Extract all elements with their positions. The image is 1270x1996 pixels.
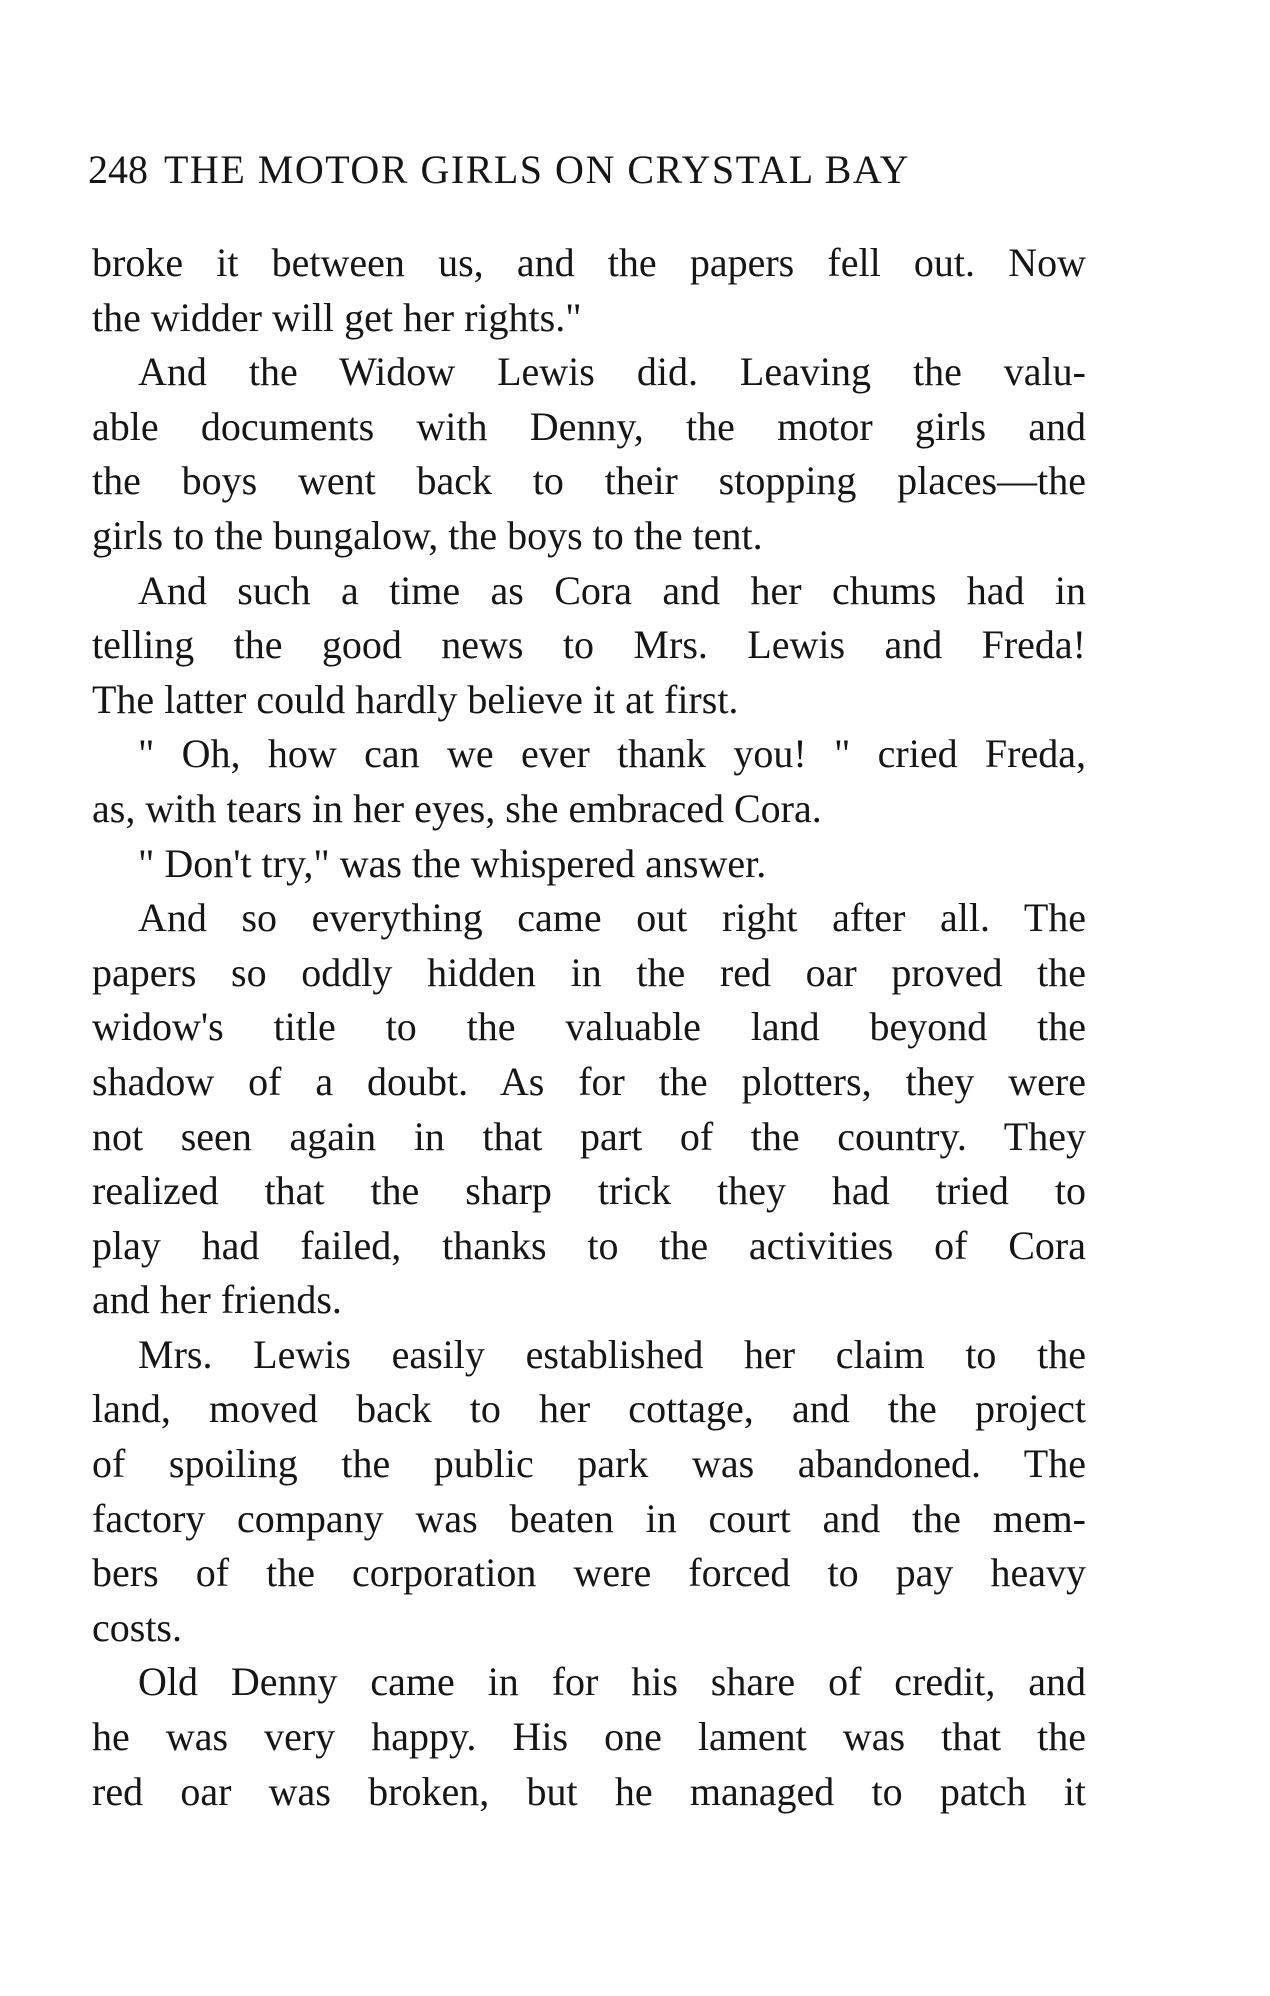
text-line: able documents with Denny, the motor girls and bbox=[92, 403, 1086, 449]
text-line: Mrs. Lewis easily established her claim to the bbox=[138, 1331, 1086, 1377]
text-line: not seen again in that part of the country. They bbox=[92, 1113, 1086, 1159]
text-line: of spoiling the public park was abandoned. The bbox=[92, 1441, 1086, 1487]
body-text bbox=[92, 236, 1086, 1819]
text-line: And such a time as Cora and her chums had in bbox=[138, 567, 1086, 613]
running-title: THE MOTOR GIRLS ON CRYSTAL BAY bbox=[164, 147, 910, 192]
page-number: 248 bbox=[88, 147, 148, 192]
text-line: papers so oddly hidden in the red oar proved the bbox=[92, 949, 1086, 995]
text-line: widow's title to the valuable land beyond the bbox=[92, 1004, 1086, 1050]
text-line: " Don't try," was the whispered answer. bbox=[138, 840, 767, 886]
text-line: girls to the bungalow, the boys to the tent. bbox=[92, 512, 763, 558]
text-line: telling the good news to Mrs. Lewis and Freda! bbox=[92, 622, 1086, 668]
text-line: play had failed, thanks to the activities of Cora bbox=[92, 1222, 1086, 1268]
text-line: the widder will get her rights." bbox=[92, 294, 582, 340]
text-line: And so everything came out right after all. The bbox=[138, 895, 1086, 941]
text-line: the boys went back to their stopping places—the bbox=[92, 458, 1086, 504]
text-line: costs. bbox=[92, 1604, 182, 1650]
text-line: shadow of a doubt. As for the plotters, they were bbox=[92, 1058, 1086, 1104]
text-line: land, moved back to her cottage, and the project bbox=[92, 1386, 1086, 1432]
text-line: And the Widow Lewis did. Leaving the valu- bbox=[138, 349, 1086, 395]
text-line: as, with tears in her eyes, she embraced Cora. bbox=[92, 785, 822, 831]
text-line: " Oh, how can we ever thank you! " cried Freda, bbox=[138, 731, 1086, 777]
text-line: realized that the sharp trick they had tried to bbox=[92, 1168, 1086, 1214]
text-line: bers of the corporation were forced to pay heavy bbox=[92, 1550, 1086, 1596]
running-header bbox=[88, 144, 1088, 196]
text-line: factory company was beaten in court and the mem- bbox=[92, 1495, 1086, 1541]
text-line: Old Denny came in for his share of credit, and bbox=[138, 1659, 1086, 1705]
text-line: and her friends. bbox=[92, 1277, 342, 1323]
text-line: he was very happy. His one lament was that the bbox=[92, 1714, 1086, 1760]
text-line: red oar was broken, but he managed to patch it bbox=[92, 1768, 1086, 1814]
text-line: The latter could hardly believe it at first. bbox=[92, 676, 739, 722]
text-line: broke it between us, and the papers fell out. Now bbox=[92, 240, 1086, 285]
